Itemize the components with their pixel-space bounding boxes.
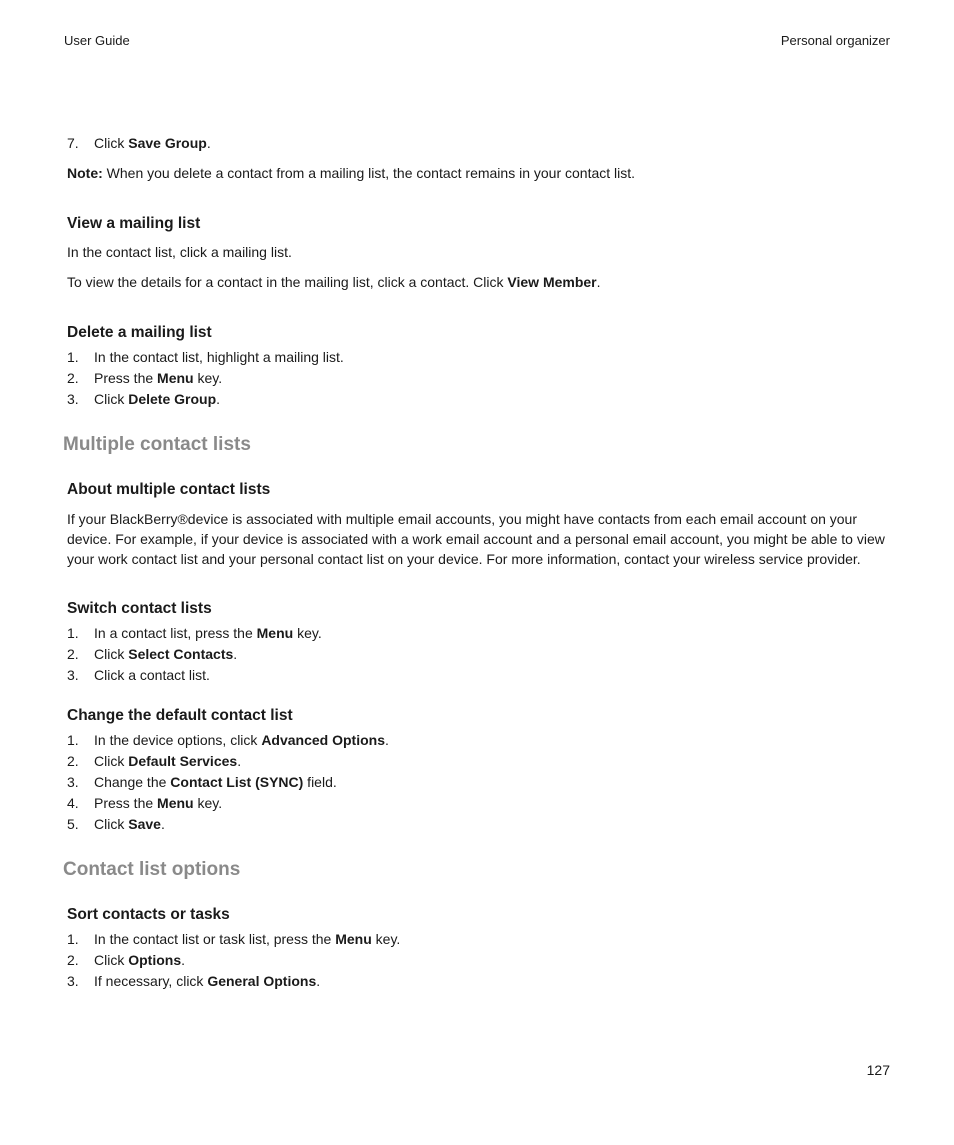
view-mailing-list-heading: View a mailing list: [67, 215, 201, 232]
list-item: 3. If necessary, click General Options.: [67, 973, 321, 989]
change-default-steps: [67, 730, 891, 835]
view-member-instruction: To view the details for a contact in the mailing list, click a contact. Click View Member.: [67, 274, 601, 290]
list-item: 3. Click a contact list.: [67, 667, 210, 683]
note-label: Note:: [67, 165, 103, 181]
list-item: 1. In a contact list, press the Menu key.: [67, 625, 322, 641]
running-header-right: Personal organizer: [780, 33, 890, 48]
list-item: 2. Click Default Services.: [67, 753, 242, 769]
list-item: 7. Click Save Group.: [67, 135, 211, 151]
list-item: 5. Click Save.: [67, 816, 165, 832]
list-item: 1. In the device options, click Advanced Options.: [67, 732, 389, 748]
list-item: 2. Press the Menu key.: [67, 370, 223, 386]
running-header-left: User Guide: [64, 33, 130, 48]
about-multiple-heading: About multiple contact lists: [67, 481, 271, 498]
view-mailing-list-text: In the contact list, click a mailing list.: [67, 244, 292, 260]
list-item: 4. Press the Menu key.: [67, 795, 223, 811]
section-heading-contact-list-options: Contact list options: [63, 859, 241, 880]
sort-contacts-steps: [67, 929, 891, 992]
change-default-contact-list-heading: Change the default contact list: [67, 707, 293, 724]
sort-contacts-heading: Sort contacts or tasks: [67, 906, 230, 923]
list-item: 1. In the contact list or task list, press the Menu key.: [67, 931, 401, 947]
page-body: [63, 133, 891, 992]
delete-mailing-list-heading: Delete a mailing list: [67, 324, 212, 341]
about-multiple-text: If your BlackBerry®device is associated with multiple email accounts, you might have contacts from each email account on your device. For example, if your device is associated with a work email account and a personal email account, you might be able to view your work contact list and your personal contact list on your device. For more information, contact your wireless service provider.: [67, 511, 885, 567]
section-heading-multiple-contact-lists: Multiple contact lists: [63, 434, 251, 455]
note-paragraph: Note: When you delete a contact from a mailing list, the contact remains in your contact list.: [67, 165, 636, 181]
list-item: 3. Click Delete Group.: [67, 391, 221, 407]
list-item: 3. Change the Contact List (SYNC) field.: [67, 774, 337, 790]
switch-contact-lists-heading: Switch contact lists: [67, 600, 212, 617]
delete-mailing-list-steps: [67, 347, 891, 410]
list-item: 2. Click Select Contacts.: [67, 646, 238, 662]
save-group-step: [67, 133, 891, 154]
page-number: 127: [866, 1062, 890, 1078]
switch-contact-lists-steps: [67, 623, 891, 686]
list-item: 1. In the contact list, highlight a mailing list.: [67, 349, 344, 365]
list-item: 2. Click Options.: [67, 952, 186, 968]
